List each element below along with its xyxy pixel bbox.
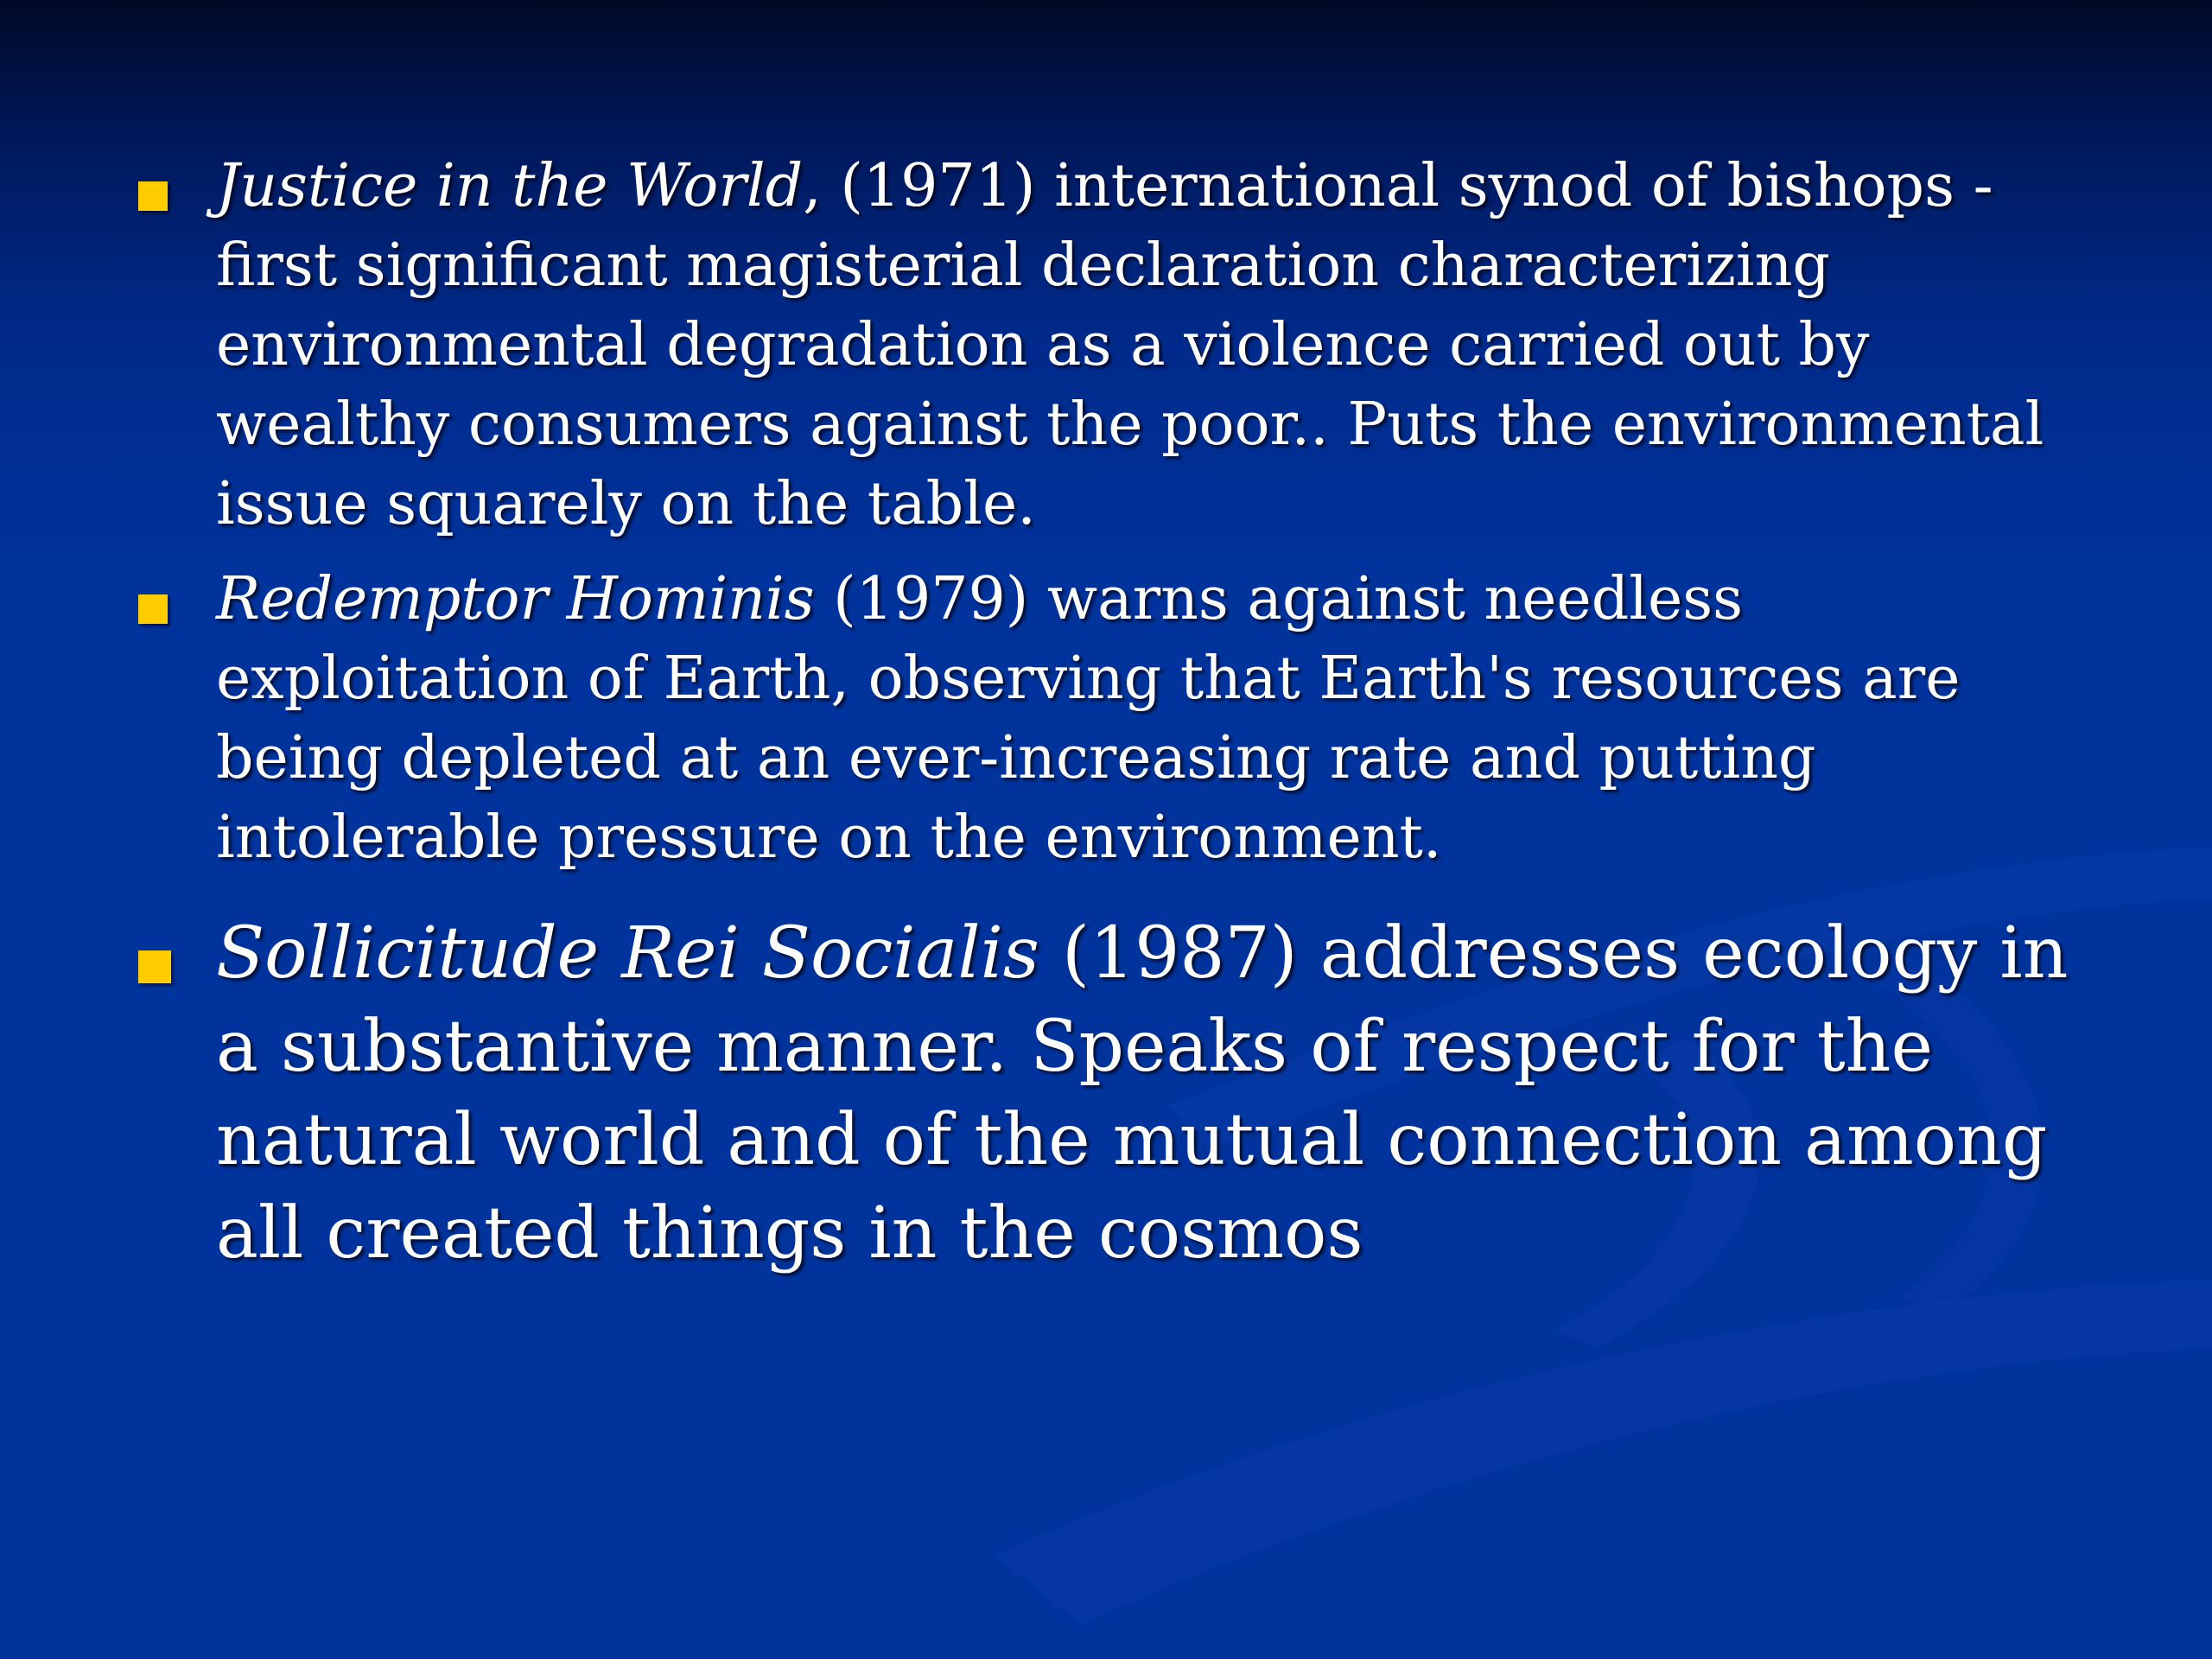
bullet-square-icon <box>138 181 168 211</box>
bullet-text: (1987) addresses ecology in a substantive manner. Speaks of respect for the natural world and of the mutual connection among all created things in the cosmos <box>216 912 2069 1274</box>
bullet-sollicitude-rei-socialis <box>130 907 2082 1281</box>
document-title: Redemptor Hominis <box>216 565 815 633</box>
bullet-text: , (1971) international synod of bishops - first significant magisterial declaration characterizing environmental degradation as a violence carried out by wealthy consumers against the poor.. Puts the environmental issue squarely on the table. <box>216 152 2044 538</box>
bullet-square-icon <box>138 594 168 624</box>
bullet-text: (1979) warns against needless exploitation of Earth, observing that Earth's resources are being depleted at an ever-increasing rate and putting intolerable pressure on the environment. <box>216 565 1961 872</box>
slide-body <box>130 147 2082 1281</box>
document-title: Justice in the World <box>216 152 804 220</box>
document-title: Sollicitude Rei Socialis <box>216 912 1039 995</box>
bullet-redemptor-hominis <box>130 560 2082 878</box>
bullet-justice-in-the-world <box>130 147 2082 544</box>
bullet-square-icon <box>138 950 171 983</box>
